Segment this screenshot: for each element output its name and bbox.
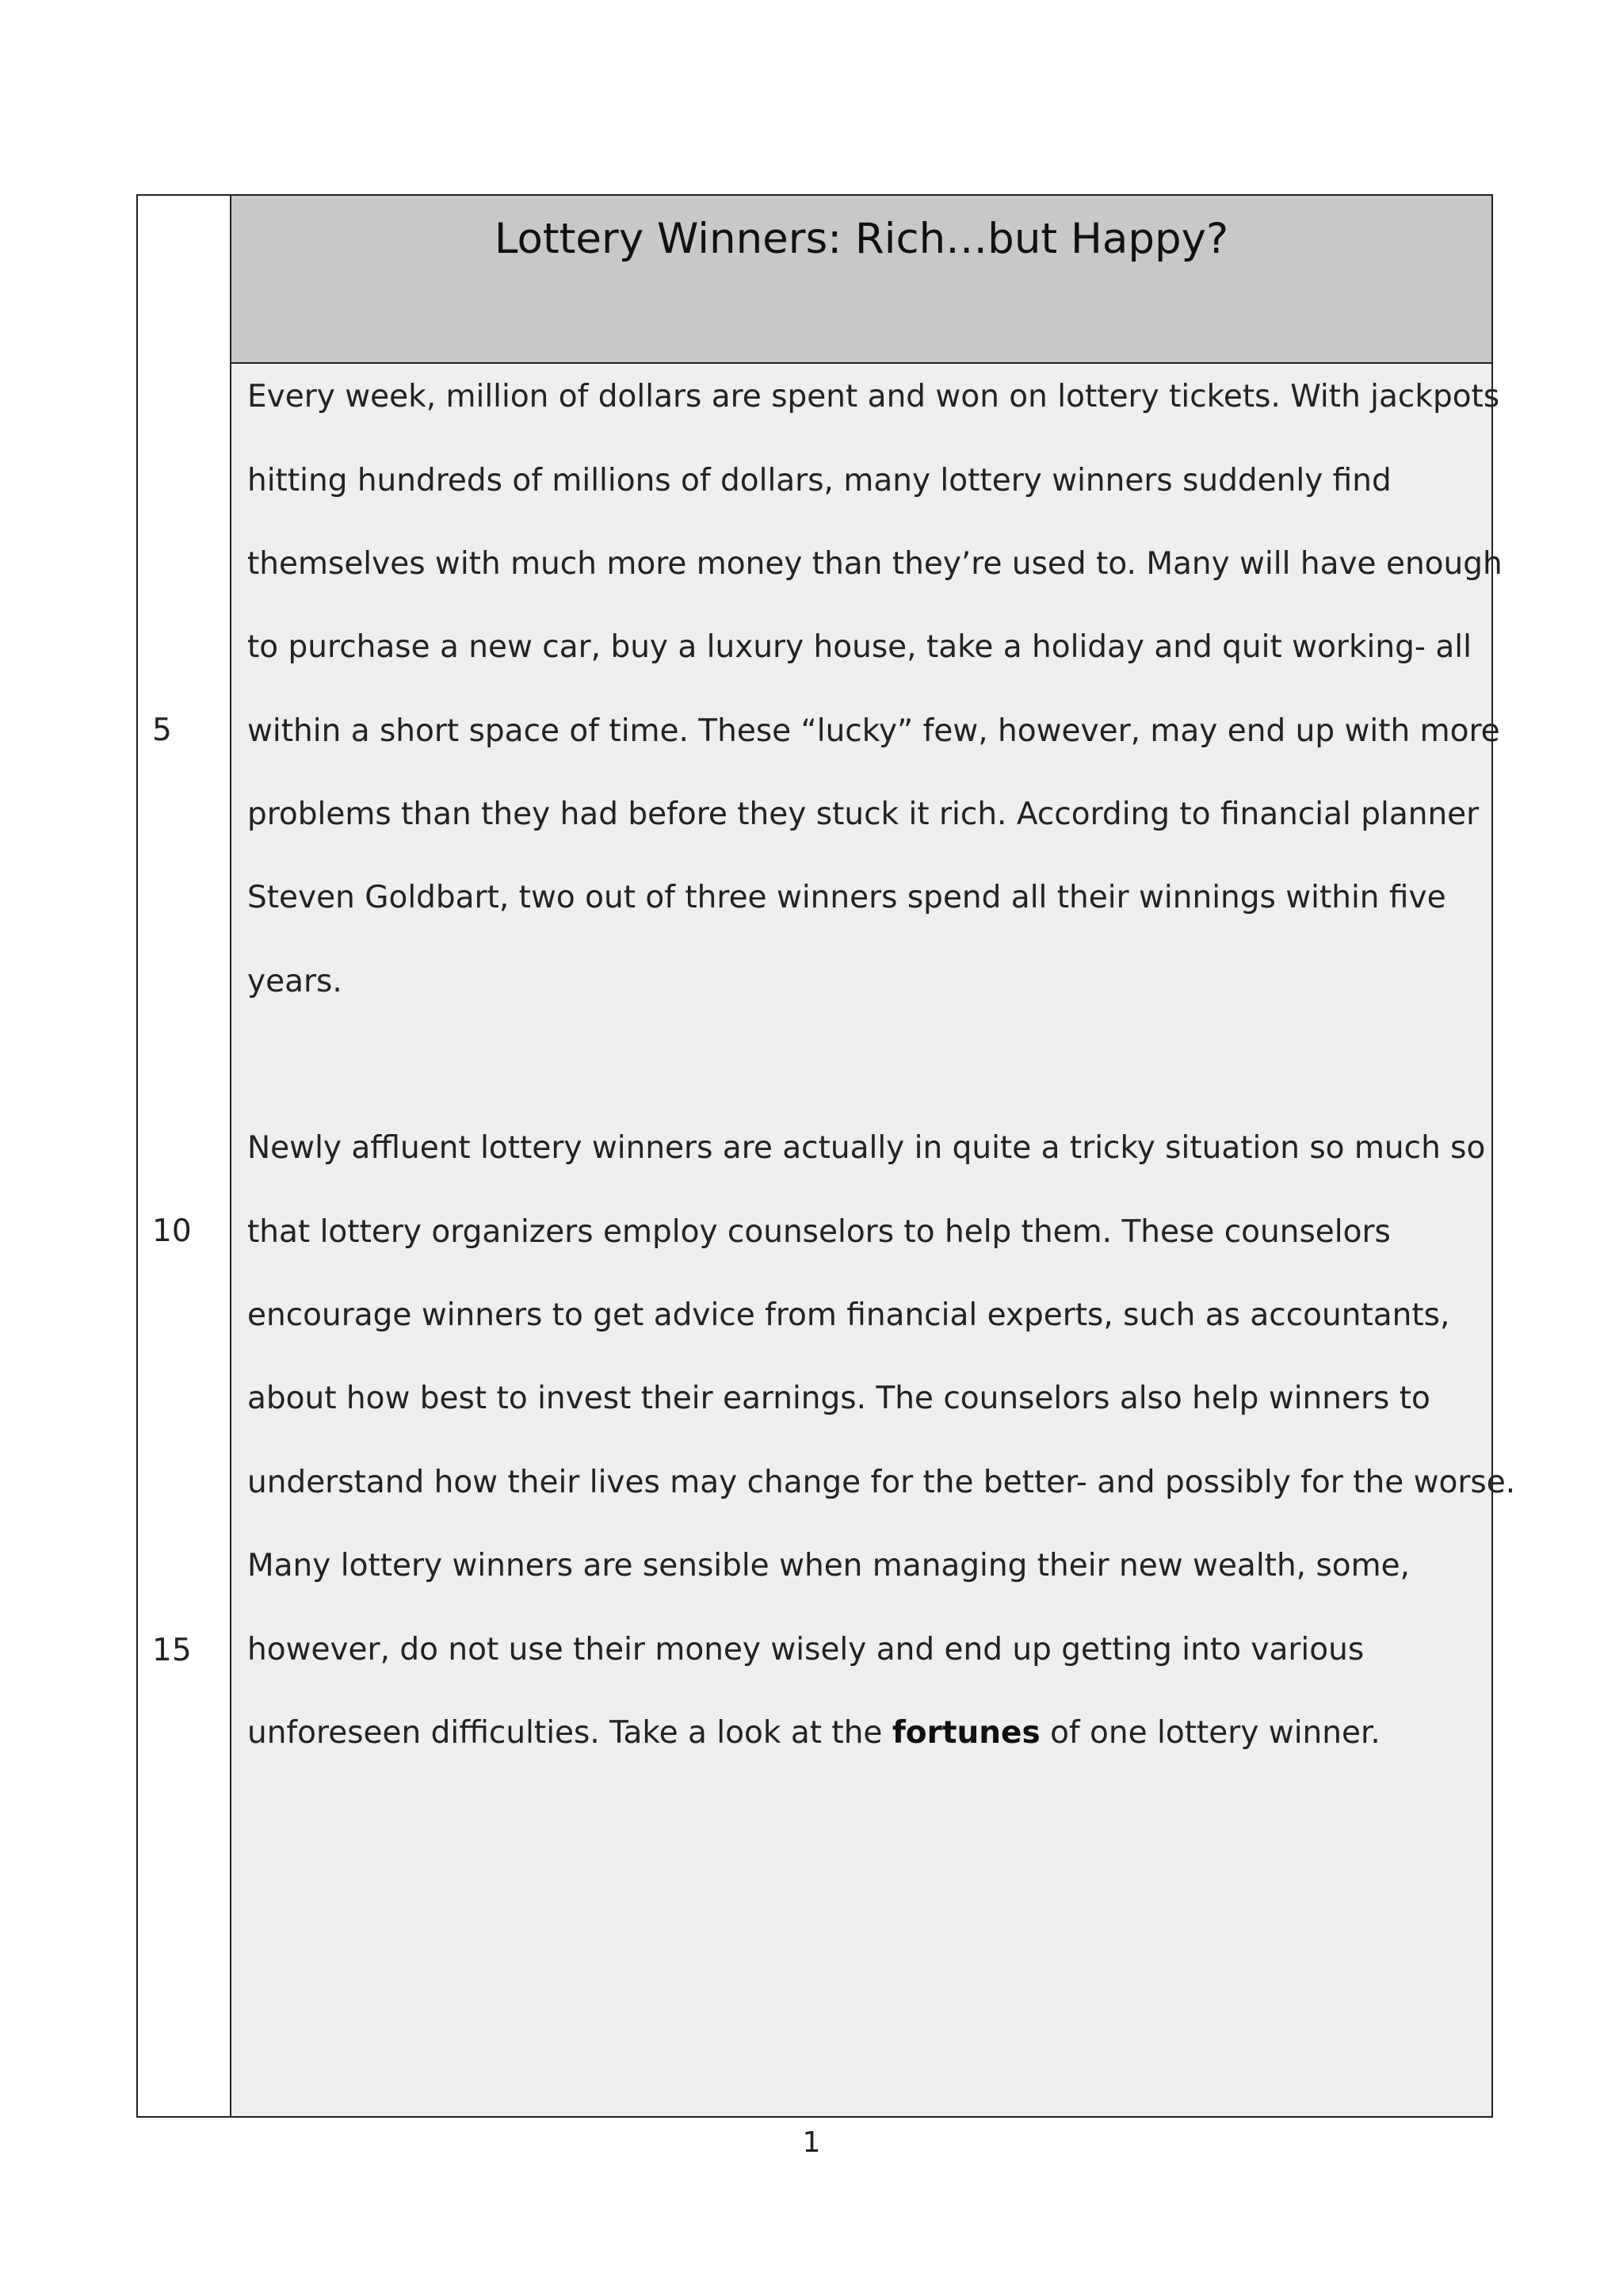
paragraph-2-line-4: about how best to invest their earnings. The counselors also help winners to	[247, 1381, 1430, 1416]
line-number-10: 10	[152, 1213, 192, 1249]
paragraph-2-line-8	[247, 1713, 1381, 1753]
paragraph-2-line-6: Many lottery winners are sensible when managing their new wealth, some,	[247, 1548, 1411, 1584]
last-line-text-before: unforeseen difficulties. Take a look at the	[247, 1715, 892, 1751]
paragraph-1-line-2: hitting hundreds of millions of dollars, many lottery winners suddenly find	[247, 463, 1392, 499]
passage-body	[231, 364, 1516, 2116]
paragraph-1-line-3: themselves with much more money than they’re used to. Many will have enough	[247, 546, 1503, 582]
paragraph-1-line-8: years.	[247, 964, 342, 999]
paragraph-1-line-7: Steven Goldbart, two out of three winners spend all their winnings within five	[247, 880, 1446, 915]
paragraph-2-line-2: that lottery organizers employ counselors to help them. These counselors	[247, 1214, 1391, 1250]
title-header	[231, 196, 1491, 364]
paragraph-1-line-1: Every week, million of dollars are spent and won on lottery tickets. With jackpots	[247, 379, 1500, 415]
line-number-15: 15	[152, 1633, 192, 1668]
line-number-5: 5	[152, 712, 172, 748]
line-number-column	[138, 196, 231, 2116]
passage-content-column	[231, 196, 1516, 2116]
paragraph-2-line-5: understand how their lives may change for the better- and possibly for the worse.	[247, 1465, 1516, 1500]
paragraph-1-line-6: problems than they had before they stuck it rich. According to financial planner	[247, 797, 1480, 832]
fortunes-keyword: fortunes	[892, 1715, 1041, 1751]
paragraph-2-line-7: however, do not use their money wisely and end up getting into various	[247, 1632, 1365, 1668]
last-line-text-after: of one lottery winner.	[1040, 1715, 1381, 1751]
paragraph-1-line-4: to purchase a new car, buy a luxury house, take a holiday and quit working- all	[247, 629, 1472, 665]
paragraph-2-line-3: encourage winners to get advice from financial experts, such as accountants,	[247, 1297, 1450, 1333]
passage-title: Lottery Winners: Rich…but Happy?	[494, 215, 1229, 263]
page-number: 1	[802, 2126, 821, 2159]
paragraph-2-line-1: Newly affluent lottery winners are actually in quite a tricky situation so much so	[247, 1130, 1486, 1166]
paragraph-1-line-5: within a short space of time. These “lucky” few, however, may end up with more	[247, 713, 1500, 749]
passage-table	[136, 194, 1516, 2118]
